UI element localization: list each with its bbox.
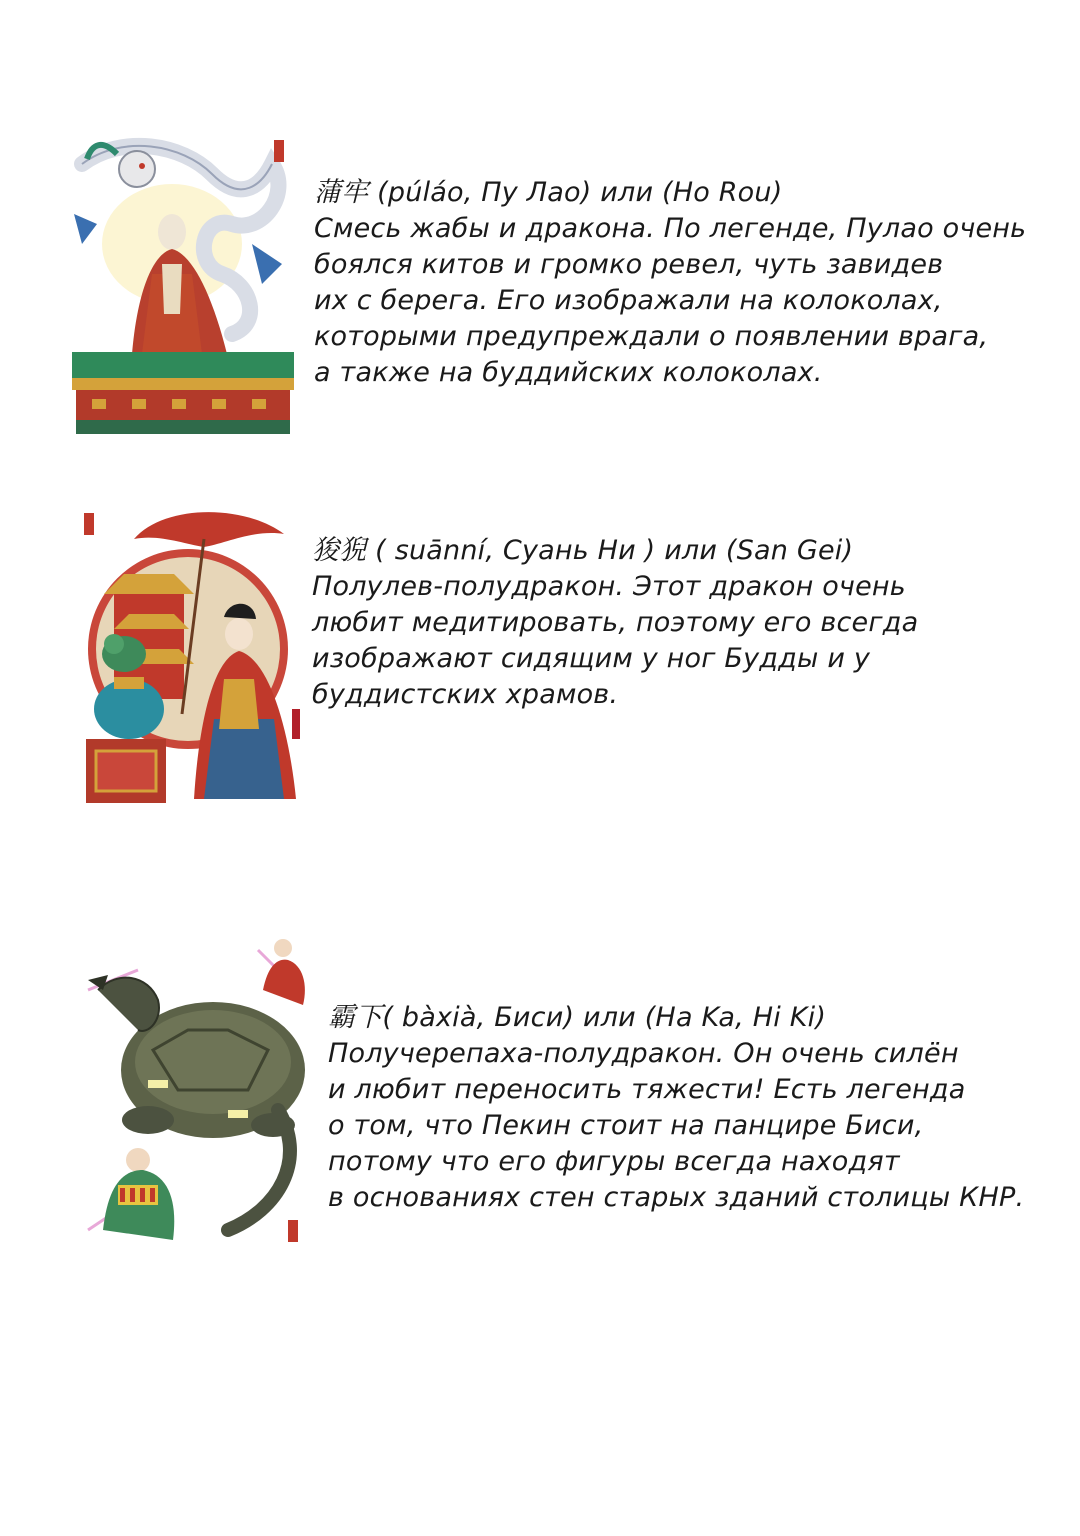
bixi-line: и любит переносить тяжести! Есть легенда <box>328 1074 966 1105</box>
pulao-title: 蒲牢 (púláo, Пу Лао) или (Ho Rou) <box>314 177 783 208</box>
bixi-illustration-icon <box>78 930 314 1260</box>
pulao-illustration-svg <box>62 124 304 446</box>
pulao-line: а также на буддийских колоколах. <box>314 357 823 388</box>
entry-pulao <box>0 120 1080 450</box>
pulao-line: которыми предупреждали о появлении врага, <box>314 321 989 352</box>
suanni-line: буддистских храмов. <box>312 679 619 710</box>
suanni-line: любит медитировать, поэтому его всегда <box>312 607 919 638</box>
suanni-illustration-svg <box>74 499 302 811</box>
suanni-line: изображают сидящим у ног Будды и у <box>312 643 871 674</box>
entry-suanni <box>0 495 1080 815</box>
bixi-line: о том, что Пекин стоит на панцире Биси, <box>328 1110 924 1141</box>
suanni-line: Полулев-полудракон. Этот дракон очень <box>312 571 906 602</box>
bixi-line: Получерепаха-полудракон. Он очень силён <box>328 1038 959 1069</box>
pulao-line: их с берега. Его изображали на колоколах, <box>314 285 943 316</box>
suanni-text <box>312 533 918 713</box>
bixi-title: 霸下( bàxià, Биси) или (Ha Ka, Hi Ki) <box>328 1002 827 1033</box>
suanni-illustration-icon <box>74 499 302 811</box>
suanni-title: 狻猊 ( suānní, Суань Ни ) или (San Gei) <box>312 535 854 566</box>
bixi-line: потому что его фигуры всегда находят <box>328 1146 900 1177</box>
bixi-text <box>328 1000 1024 1216</box>
pulao-line: Смесь жабы и дракона. По легенде, Пулао очень <box>314 213 1027 244</box>
entry-bixi <box>0 928 1080 1263</box>
pulao-text <box>314 175 1026 391</box>
pulao-line: боялся китов и громко ревел, чуть завидев <box>314 249 944 280</box>
bixi-illustration-svg <box>78 930 314 1260</box>
bixi-line: в основаниях стен старых зданий столицы КНР. <box>328 1182 1025 1213</box>
pulao-illustration-icon <box>62 124 304 446</box>
